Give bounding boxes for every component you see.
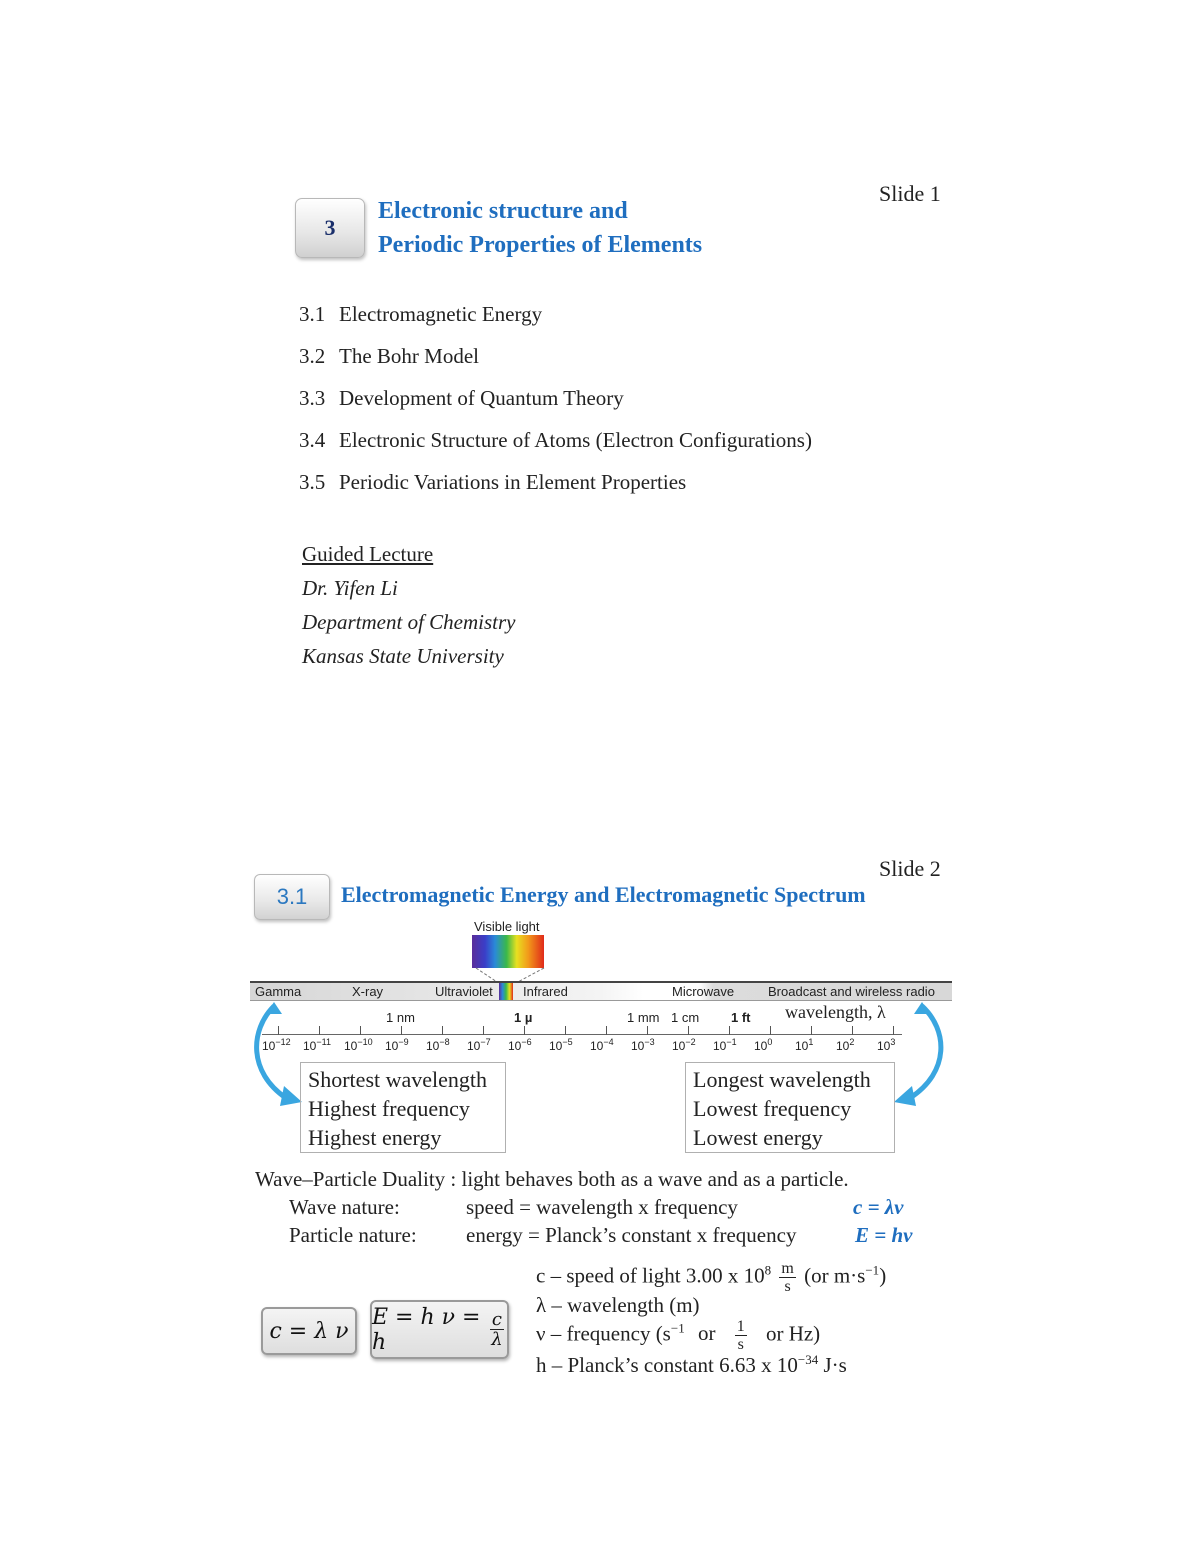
spectrum-tick [729, 1026, 730, 1035]
def-h-unit: J·s [823, 1353, 847, 1377]
spectrum-tick [606, 1026, 607, 1035]
right-arrow-head [894, 1086, 916, 1106]
chapter-number-badge: 3 [295, 198, 365, 258]
def-nu-fraction [735, 1318, 747, 1353]
author-name: Dr. Yifen Li [302, 576, 398, 600]
spectrum-axis-line [262, 1034, 902, 1035]
def-c-frac-num: m [781, 1260, 794, 1277]
spectrum-tick [524, 1026, 525, 1035]
spectrum-tick [360, 1026, 361, 1035]
left-arrow-tail [266, 1002, 282, 1014]
toc-item [299, 293, 812, 335]
spectrum-tick-label: $10^{-11}$ [303, 1037, 331, 1053]
unit-1mm: 1 mm [627, 1010, 660, 1025]
box-line: Lowest frequency [693, 1096, 852, 1121]
definition-h [536, 1350, 847, 1380]
left-arrow-head [280, 1086, 302, 1106]
toc-text: Electronic Structure of Atoms (Electron Configurations) [339, 428, 812, 452]
def-c-unit-fraction [779, 1260, 795, 1295]
def-nu-exponent: −1 [670, 1320, 685, 1336]
spectrum-tick-label: $10^3$ [877, 1037, 896, 1053]
spectrum-tick [647, 1026, 648, 1035]
spectrum-tick-label: $10^{-12}$ [262, 1037, 291, 1053]
unit-1cm: 1 cm [671, 1010, 700, 1025]
visible-strip [499, 983, 513, 1000]
particle-formula: E = hν [855, 1223, 913, 1247]
lecture-credits [302, 537, 515, 673]
box-line: Highest energy [308, 1125, 442, 1150]
spectrum-tick-label: $10^0$ [754, 1037, 773, 1053]
def-nu-text: ν – frequency (s [536, 1321, 671, 1346]
toc-item [299, 335, 812, 377]
wave-particle-duality: Wave–Particle Duality : light behaves both as a wave and as a particle. [255, 1167, 849, 1191]
spectrum-tick [688, 1026, 689, 1035]
region-infrared: Infrared [523, 984, 568, 999]
spectrum-tick [319, 1026, 320, 1035]
spectrum-tick-label: $10^{-9}$ [385, 1037, 409, 1053]
region-ultraviolet: Ultraviolet [435, 984, 493, 999]
equation-c-box: c = λ ν [261, 1307, 357, 1355]
right-arrow-tail [914, 1002, 930, 1014]
toc-text: Electromagnetic Energy [339, 302, 543, 326]
equation-e-prefix: E = h ν = h [372, 1304, 481, 1355]
box-line: Longest wavelength [693, 1067, 871, 1092]
section-title: Electromagnetic Energy and Electromagnetic Spectrum [341, 882, 866, 907]
spectrum-tick-label: $10^{-5}$ [549, 1037, 573, 1053]
def-c-text: c – speed of light 3.00 x 10 [536, 1263, 765, 1288]
toc-text: Periodic Variations in Element Properties [339, 470, 687, 494]
short-wavelength-box [300, 1062, 506, 1153]
spectrum-tick-label: $10^2$ [836, 1037, 855, 1053]
toc-number: 3.4 [299, 428, 326, 452]
equation-e-fraction [490, 1310, 504, 1349]
toc-text: The Bohr Model [339, 344, 479, 368]
box-line: Lowest energy [693, 1125, 823, 1150]
right-arrow-path [910, 1006, 941, 1098]
slide-2-label: Slide 2 [879, 856, 941, 881]
def-c-alt-exponent: −1 [865, 1262, 880, 1278]
long-wavelength-box [685, 1062, 895, 1153]
spectrum-tick [852, 1026, 853, 1035]
region-xray: X-ray [352, 984, 384, 999]
spectrum-tick-label: $10^{-3}$ [631, 1037, 655, 1053]
spectrum-tick [442, 1026, 443, 1035]
def-nu-or: or [697, 1321, 716, 1346]
table-of-contents [299, 293, 812, 503]
wave-nature-text: speed = wavelength x frequency [466, 1195, 738, 1219]
spectrum-tick-label: $10^{-2}$ [672, 1037, 696, 1053]
unit-1micron: 1 µ [514, 1010, 533, 1025]
spectrum-tick-label: $10^{-4}$ [590, 1037, 614, 1053]
particle-nature-label: Particle nature: [289, 1223, 417, 1247]
section-number-badge: 3.1 [254, 874, 330, 920]
spectrum-tick-label: $10^1$ [795, 1037, 814, 1053]
spectrum-tick [770, 1026, 771, 1035]
definition-nu [536, 1318, 820, 1353]
def-c-alt-unit: (or m·s [804, 1263, 866, 1288]
toc-number: 3.1 [299, 302, 326, 326]
department-name: Department of Chemistry [302, 610, 516, 634]
spectrum-band-bottom [250, 1000, 952, 1001]
toc-number: 3.3 [299, 386, 326, 410]
toc-item [299, 461, 812, 503]
def-nu-frac-num: 1 [736, 1318, 745, 1335]
spectrum-tick [483, 1026, 484, 1035]
region-gamma: Gamma [255, 984, 302, 999]
chapter-title-line2: Periodic Properties of Elements [378, 232, 703, 258]
spectrum-tick [401, 1026, 402, 1035]
equation-e-numerator: c [491, 1309, 502, 1330]
spectrum-tick-label: $10^{-8}$ [426, 1037, 450, 1053]
def-c-frac-den: s [784, 1278, 791, 1295]
unit-1ft: 1 ft [731, 1010, 751, 1025]
university-name: Kansas State University [302, 644, 504, 668]
left-arrow-path [257, 1006, 286, 1098]
spectrum-tick-label: $10^{-7}$ [467, 1037, 491, 1053]
right-curved-arrow [892, 1000, 952, 1112]
equation-e-denominator: λ [491, 1329, 503, 1350]
wave-formula: c = λν [853, 1195, 904, 1219]
spectrum-tick-label: $10^{-1}$ [713, 1037, 737, 1053]
region-radio: Broadcast and wireless radio [768, 984, 935, 999]
equation-e-box [370, 1300, 509, 1359]
def-c-exponent: 8 [764, 1262, 772, 1278]
region-microwave: Microwave [672, 984, 735, 999]
spectrum-tick [811, 1026, 812, 1035]
left-curved-arrow [244, 1000, 304, 1112]
spectrum-tick-label: $10^{-6}$ [508, 1037, 532, 1053]
def-h-exponent: −34 [797, 1352, 819, 1367]
slide-1-label: Slide 1 [879, 181, 941, 206]
guided-lecture-label: Guided Lecture [302, 542, 434, 566]
def-nu-frac-den: s [737, 1336, 744, 1353]
def-c-close: ) [879, 1263, 887, 1288]
particle-nature-text: energy = Planck’s constant x frequency [466, 1223, 797, 1247]
toc-text: Development of Quantum Theory [339, 386, 624, 410]
def-h-text: h – Planck’s constant 6.63 x 10 [536, 1353, 798, 1377]
visible-light-label: Visible light [474, 919, 540, 934]
chapter-title-line1: Electronic structure and [378, 198, 628, 224]
toc-item [299, 419, 812, 461]
def-nu-hz: or Hz) [765, 1321, 821, 1346]
box-line: Shortest wavelength [308, 1067, 488, 1092]
spectrum-tick-label: $10^{-10}$ [344, 1037, 373, 1053]
toc-number: 3.2 [299, 344, 326, 368]
toc-number: 3.5 [299, 470, 326, 494]
wave-nature-label: Wave nature: [289, 1195, 400, 1219]
definition-lambda: λ – wavelength (m) [536, 1293, 700, 1317]
unit-1nm: 1 nm [386, 1010, 415, 1025]
chapter-title [378, 194, 702, 262]
visible-light-bar [472, 935, 544, 968]
box-line: Highest frequency [308, 1096, 470, 1121]
toc-item [299, 377, 812, 419]
wavelength-axis-label: wavelength, λ [785, 1002, 886, 1022]
spectrum-tick [565, 1026, 566, 1035]
